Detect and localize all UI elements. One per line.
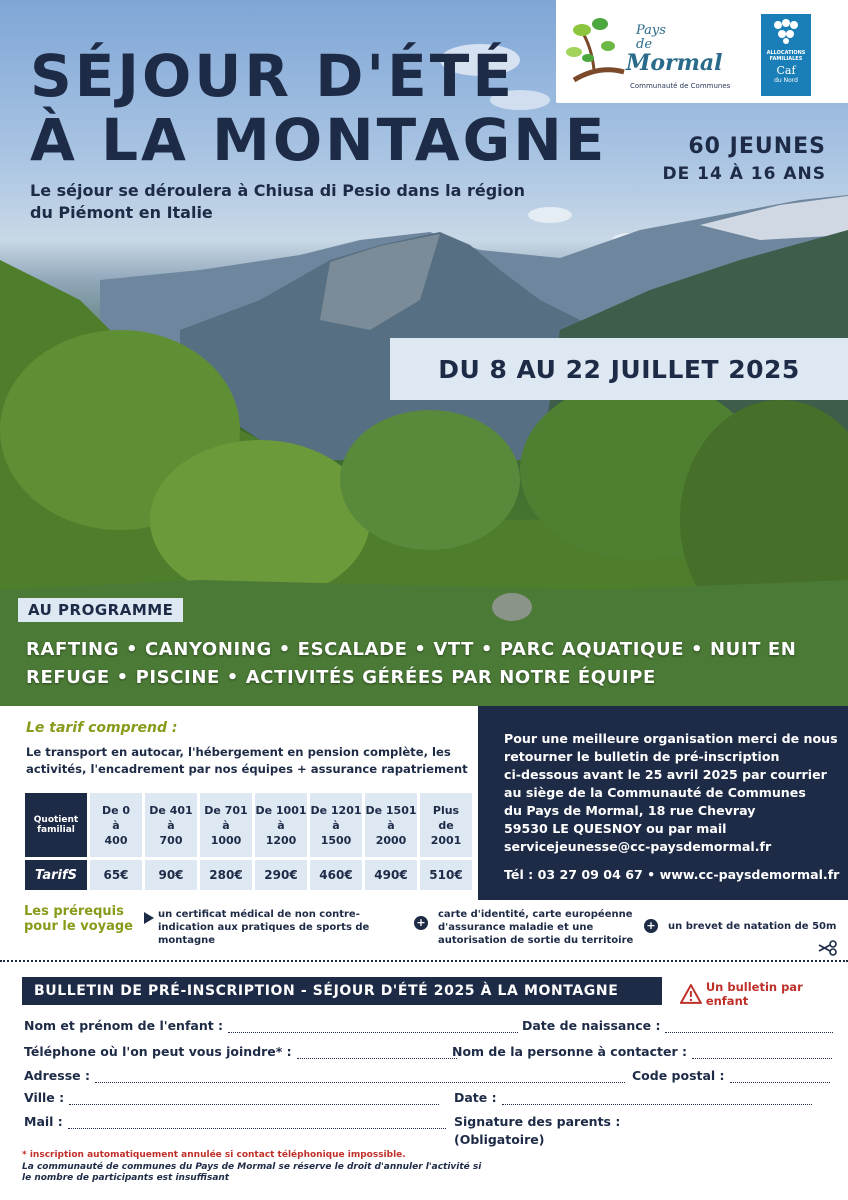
contact-line[interactable]: Tél : 03 27 09 04 67 • www.cc-paysdemormal.fr (504, 867, 840, 882)
mail-input[interactable] (68, 1119, 446, 1129)
warning-icon (680, 984, 702, 1004)
bulletin-warning (680, 980, 848, 1008)
adresse-input[interactable] (95, 1073, 625, 1083)
page-title (30, 44, 607, 172)
bulletin-title: BULLETIN DE PRÉ-INSCRIPTION - SÉJOUR D'ÉTÉ 2025 À LA MONTAGNE (22, 977, 662, 1005)
tarifs-table (22, 790, 475, 893)
caf-line-2: FAMILIALES (769, 56, 803, 62)
adresse-label: Adresse : (24, 1068, 90, 1083)
range-cell: De 0 à 400 (90, 793, 142, 857)
contact-person-input[interactable] (692, 1049, 832, 1059)
info-line: ci-dessous avant le 25 avril 2025 par courrier (504, 767, 827, 782)
info-line: Pour une meilleure organisation merci de nous (504, 731, 838, 746)
telephone-label: Téléphone où l'on peut vous joindre* : (24, 1044, 292, 1059)
mail-field[interactable] (24, 1114, 446, 1129)
cut-line (0, 960, 848, 962)
telephone-input[interactable] (297, 1049, 457, 1059)
dates-banner: DU 8 AU 22 JUILLET 2025 (390, 338, 848, 400)
participants-count: 60 JEUNES (688, 134, 826, 159)
arrow-right-icon (144, 912, 154, 924)
price-cell: 280€ (200, 860, 252, 890)
nom-label: Nom et prénom de l'enfant : (24, 1018, 224, 1033)
date-field[interactable] (454, 1090, 812, 1105)
code-postal-field[interactable] (632, 1068, 830, 1083)
caf-line-1: ALLOCATIONS (766, 50, 806, 56)
price-cell: 490€ (365, 860, 417, 890)
prerequis-title-line-1: Les prérequis (24, 904, 124, 919)
naissance-label: Date de naissance : (522, 1018, 661, 1033)
pays-text (636, 24, 666, 52)
cancellation-note: La communauté de communes du Pays de Mormal se réserve le droit d'annuler l'activité si le nombre de participants est insuffisant (22, 1162, 482, 1183)
prerequis-item-natation: un brevet de natation de 50m (668, 921, 837, 932)
naissance-input[interactable] (665, 1023, 833, 1033)
tree-icon (564, 10, 634, 92)
price-cell: 90€ (145, 860, 197, 890)
price-cell: 290€ (255, 860, 307, 890)
tarifs-header: TarifS (25, 860, 87, 890)
caf-family-icon (769, 18, 803, 44)
programme-line-1: RAFTING • CANYONING • ESCALADE • VTT • PARC AQUATIQUE • NUIT EN (26, 639, 797, 660)
range-cell: De 1201 à 1500 (310, 793, 362, 857)
range-cell: Plus de 2001 (420, 793, 472, 857)
quotient-row (25, 793, 472, 857)
scissors-icon (818, 940, 838, 956)
date-input[interactable] (502, 1095, 812, 1105)
programme-activities (26, 636, 826, 692)
prerequis-title (24, 904, 133, 934)
nom-input[interactable] (228, 1023, 518, 1033)
location-subtitle: Le séjour se déroulera à Chiusa di Pesio dans la région du Piémont en Italie (30, 181, 526, 222)
signature-field[interactable] (454, 1114, 620, 1129)
tarif-title: Le tarif comprend : (26, 720, 178, 736)
info-text (504, 730, 838, 856)
tarif-description: Le transport en autocar, l'hébergement en pension complète, les activités, l'encadrement par nos équipes + assurance rapatriement (26, 745, 468, 776)
info-line: 59530 LE QUESNOY ou par mail (504, 821, 727, 836)
range-cell: De 701 à 1000 (200, 793, 252, 857)
ville-label: Ville : (24, 1090, 65, 1105)
participants-age: DE 14 À 16 ANS (662, 164, 826, 184)
code-postal-input[interactable] (730, 1073, 830, 1083)
ville-field[interactable] (24, 1090, 439, 1105)
price-cell: 510€ (420, 860, 472, 890)
logos-panel (556, 0, 848, 103)
programme-label: AU PROGRAMME (18, 598, 183, 622)
participants-info (663, 132, 827, 186)
mormal-text: Mormal (626, 50, 723, 76)
caf-name: Caf (776, 64, 796, 77)
de-word: de (636, 37, 653, 52)
price-cell: 460€ (310, 860, 362, 890)
signature-label: Signature des parents : (454, 1114, 621, 1129)
caf-logo (761, 14, 811, 96)
info-line: du Pays de Mormal, 18 rue Chevray (504, 803, 756, 818)
phone-note: * inscription automatiquement annulée si contact téléphonique impossible. (22, 1150, 406, 1160)
programme-line-2: REFUGE • PISCINE • ACTIVITÉS GÉRÉES PAR NOTRE ÉQUIPE (26, 667, 656, 688)
prerequis-item-identite: carte d'identité, carte européenne d'assurance maladie et une autorisation de sortie du territoire (438, 909, 634, 946)
info-line: retourner le bulletin de pré-inscription (504, 749, 780, 764)
contact-person-field[interactable] (452, 1044, 832, 1059)
communaute-text: Communauté de Communes (630, 82, 731, 90)
email-link[interactable]: servicejeunesse@cc-paysdemormal.fr (504, 839, 772, 854)
price-row (25, 860, 472, 890)
title-line-1: SÉJOUR D'ÉTÉ (30, 42, 515, 110)
obligatoire-label: (Obligatoire) (454, 1132, 545, 1147)
pays-word: Pays (636, 23, 666, 38)
title-line-2: À LA MONTAGNE (30, 106, 608, 174)
pays-de-mormal-logo (564, 10, 754, 92)
plus-icon: + (644, 919, 658, 933)
range-cell: De 1501 à 2000 (365, 793, 417, 857)
contact-person-label: Nom de la personne à contacter : (452, 1044, 687, 1059)
price-cell: 65€ (90, 860, 142, 890)
quotient-header: Quotient familial (25, 793, 87, 857)
signature-obligatoire (454, 1132, 544, 1147)
warning-text: Un bulletin par enfant (705, 980, 803, 1008)
range-cell: De 401 à 700 (145, 793, 197, 857)
caf-region: du Nord (774, 77, 798, 84)
range-cell: De 1001 à 1200 (255, 793, 307, 857)
plus-icon: + (414, 916, 428, 930)
naissance-field[interactable] (522, 1018, 833, 1033)
ville-input[interactable] (69, 1095, 439, 1105)
adresse-field[interactable] (24, 1068, 625, 1083)
telephone-field[interactable] (24, 1044, 457, 1059)
prerequis-item-certificat: un certificat médical de non contre-indication aux pratiques de sports de montagne (158, 909, 370, 946)
mail-label: Mail : (24, 1114, 63, 1129)
nom-field[interactable] (24, 1018, 518, 1033)
date-label: Date : (454, 1090, 497, 1105)
code-postal-label: Code postal : (632, 1068, 725, 1083)
info-line: au siège de la Communauté de Communes (504, 785, 806, 800)
prerequis-title-line-2: pour le voyage (24, 919, 134, 934)
registration-info-box (478, 706, 848, 900)
